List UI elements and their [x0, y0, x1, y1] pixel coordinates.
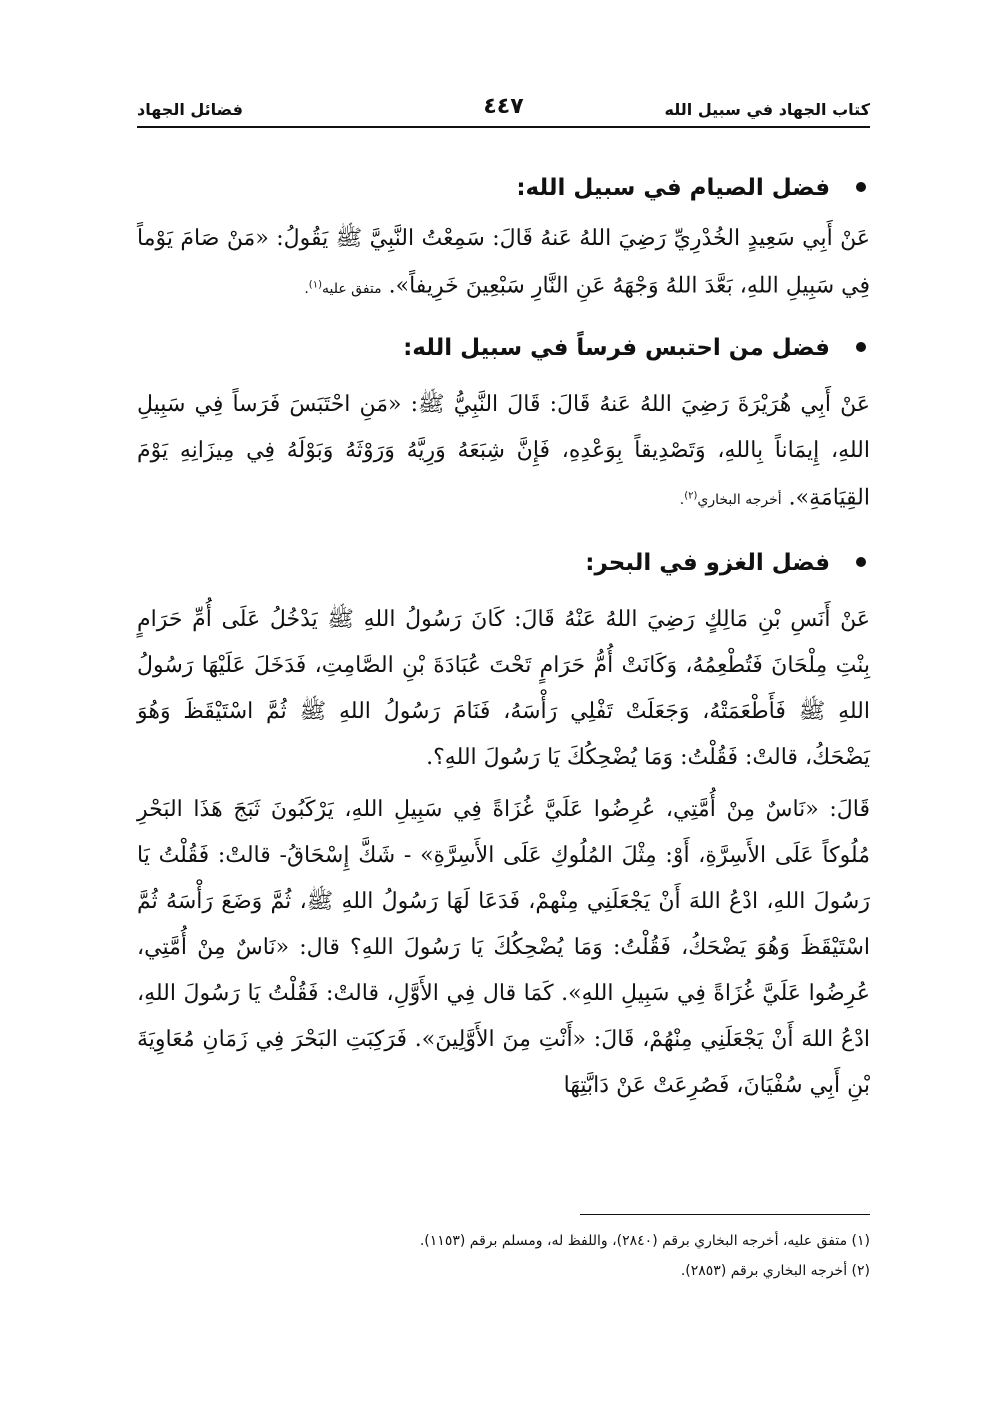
section-title-fasting [137, 168, 870, 208]
footnote-ref: (١) [308, 279, 322, 290]
hadith-paragraph [137, 382, 870, 524]
footnote-item: (١) متفق عليه، أخرجه البخاري برقم (٢٨٤٠)، واللفظ له، ومسلم برقم (١١٥٣). [419, 1233, 870, 1249]
hadith-paragraph [137, 597, 870, 781]
hadith-text: عَنْ أَبِي هُرَيْرَةَ رَضِيَ اللهُ عَنهُ قَالَ: قَالَ النَّبِيُّ ﷺ: «مَنِ احْتَبَسَ فَرَساً فِي سَبِيلِ اللهِ، إِيمَاناً بِاللهِ، وَتَصْدِيقاً بِوَعْدِهِ، فَإِنَّ شِبَعَهُ وَرِيَّهُ وَرَوْثَهُ وَبَوْلَهُ فِي مِيزَانِهِ يَوْمَ القِيَامَةِ». [137, 391, 870, 511]
bullet-icon [856, 182, 866, 192]
footnote-ref: (٢) [684, 490, 698, 502]
hadith-paragraph [137, 216, 870, 312]
footnote-divider [580, 1214, 870, 1215]
bullet-icon [856, 557, 866, 567]
hadith-source: متفق عليه$^{(١)}$. [304, 279, 382, 297]
book-title: كتاب الجهاد في سبيل الله [664, 100, 870, 119]
source-text: أخرجه البخاري [697, 492, 782, 509]
hadith-source: أخرجه البخاري$^{(٢)}$. [679, 490, 782, 509]
footnotes [137, 1226, 870, 1286]
section-title-text: فضل الغزو في البحر: [585, 550, 830, 577]
section-title-text: فضل من احتبس فرساً في سبيل الله: [403, 334, 830, 361]
section-title-horse [137, 328, 870, 368]
section-title-sea-raid [137, 543, 870, 583]
book-page [137, 92, 870, 1392]
hadith-paragraph [137, 787, 870, 1109]
source-text: متفق عليه [321, 280, 382, 297]
footnote-item: (٢) أخرجه البخاري برقم (٢٨٥٣). [680, 1263, 870, 1279]
running-header [137, 92, 870, 128]
hadith-text: عَنْ أَنَسِ بْنِ مَالِكٍ رَضِيَ اللهُ عَنْهُ قَالَ: كَانَ رَسُولُ اللهِ ﷺ يَدْخُلُ عَلَى أُمِّ حَرَامٍ بِنْتِ مِلْحَانَ فَتُطْعِمُهُ، وَكَانَتْ أُمُّ حَرَامٍ تَحْتَ عُبَادَةَ بْنِ الصَّامِتِ، فَدَخَلَ عَلَيْهَا رَسُولُ اللهِ ﷺ فَأَطْعَمَتْهُ، وَجَعَلَتْ تَفْلِي رَأْسَهُ، فَنَامَ رَسُولُ اللهِ ﷺ ثُمَّ اسْتَيْقَظَ وَهُوَ يَضْحَكُ، قالتْ: فَقُلْتُ: وَمَا يُضْحِكُكَ يَا رَسُولَ اللهِ؟. [137, 607, 870, 771]
hadith-text: قَالَ: «نَاسٌ مِنْ أُمَّتِي، عُرِضُوا عَلَيَّ غُزَاةً فِي سَبِيلِ اللهِ، يَرْكَبُونَ ثَبَجَ هَذَا البَحْرِ مُلُوكاً عَلَى الأَسِرَّةِ، أَوْ: مِثْلَ المُلُوكِ عَلَى الأَسِرَّةِ» - شَكَّ إِسْحَاقُ- قالتْ: فَقُلْتُ يَا رَسُولَ اللهِ، ادْعُ اللهَ أَنْ يَجْعَلَنِي مِنْهمْ، فَدَعَا لَهَا رَسُولُ اللهِ ﷺ، ثُمَّ وَضَعَ رَأْسَهُ ثُمَّ اسْتَيْقَظَ وَهُوَ يَضْحَكُ، فَقُلْتُ: وَمَا يُضْحِكُكَ يَا رَسُولَ اللهِ؟ قال: «نَاسٌ مِنْ أُمَّتِي، عُرِضُوا عَلَيَّ غُزَاةً فِي سَبِيلِ اللهِ». كَمَا قال فِي الأَوَّلِ، قالتْ: فَقُلْتُ يَا رَسُولَ اللهِ، ادْعُ اللهَ أَنْ يَجْعَلَنِي مِنْهُمْ، قَالَ: «أَنْتِ مِنَ الأَوَّلِينَ». فَرَكِبَتِ البَحْرَ فِي زَمَانِ مُعَاوِيَةَ بْنِ أَبِي سُفْيَانَ، فَصُرِعَتْ عَنْ دَابَّتِهَا [137, 797, 870, 1099]
section-title-text: فضل الصيام في سبيل الله: [516, 175, 830, 201]
chapter-title: فضائل الجهاد [137, 100, 243, 119]
hadith-text: عَنْ أَبِي سَعِيدٍ الخُدْرِيِّ رَضِيَ اللهُ عَنهُ قَالَ: سَمِعْتُ النَّبِيَّ ﷺ يَقُولُ: «مَنْ صَامَ يَوْماً فِي سَبِيلِ اللهِ، بَعَّدَ اللهُ وَجْهَهُ عَنِ النَّارِ سَبْعِينَ خَرِيفاً». [137, 226, 870, 299]
page-number: ٤٤٧ [483, 94, 524, 119]
bullet-icon [856, 342, 866, 352]
